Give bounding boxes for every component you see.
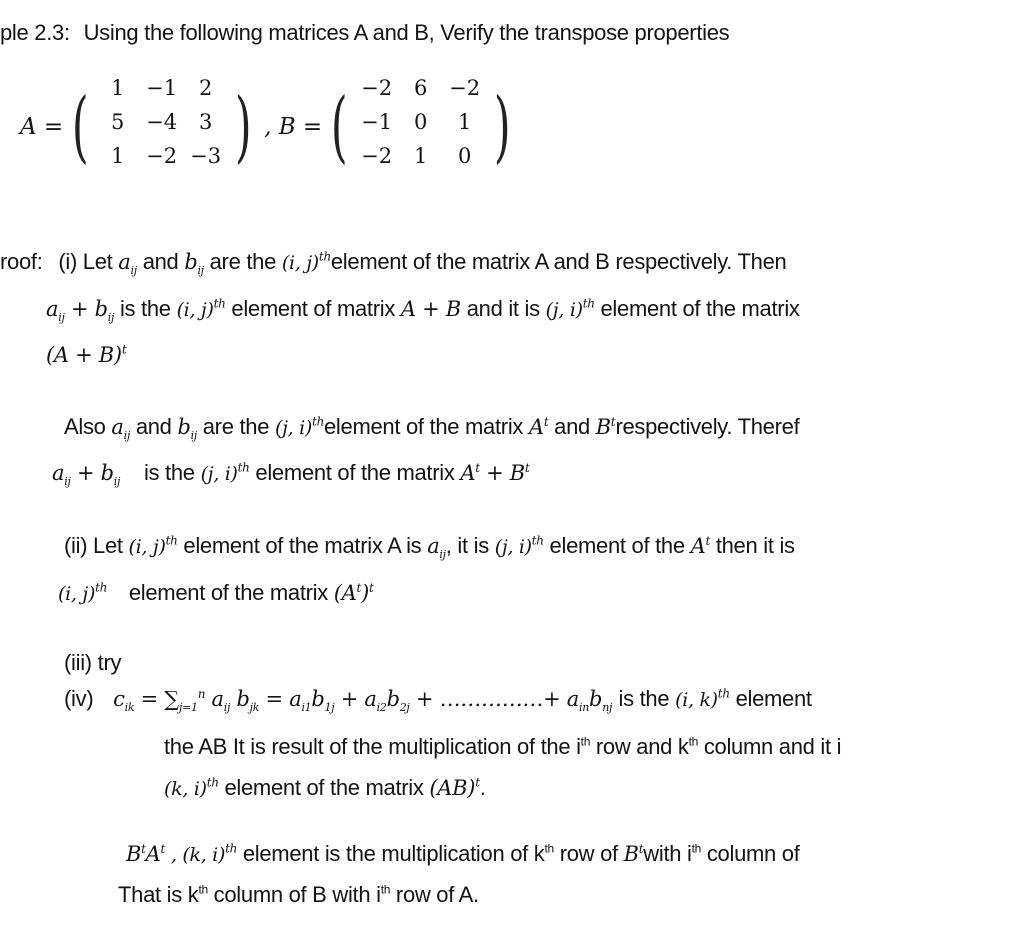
matrix-b-cell: 0 — [413, 110, 428, 134]
matrix-a-cell: −3 — [190, 144, 222, 168]
item-iv-line-3 — [164, 775, 486, 801]
proof-label: roof: — [0, 249, 43, 274]
final-line-2 — [118, 882, 479, 908]
left-paren-a: ( — [72, 82, 89, 172]
text-run: and — [135, 414, 172, 439]
math-expression: (AB) — [429, 776, 476, 800]
matrix-b-cell: −1 — [361, 110, 393, 134]
math-expression: A + B — [400, 297, 461, 321]
item-iv-line-2 — [164, 734, 841, 760]
math-b-ij: $b_{ij}$ — [177, 415, 197, 443]
math-symbol: + ……………+ — [415, 687, 561, 711]
math-symbol: + B — [486, 461, 525, 485]
math-bt-at: $B^tA^t$ — [126, 842, 166, 866]
text-run: row and k — [595, 734, 689, 759]
math-symbol: (A — [333, 581, 357, 605]
matrix-a-cell: 5 — [110, 110, 125, 134]
superscript: t — [121, 342, 127, 357]
math-sum: $a_{ij} + b_{ij}$ — [46, 297, 115, 325]
math-symbol: a — [46, 297, 59, 321]
math-expression: (A + B) — [46, 343, 122, 367]
text-run: (ii) Let — [64, 533, 123, 558]
superscript: th — [213, 296, 226, 311]
superscript: th — [95, 580, 108, 595]
text-run: (iii) try — [64, 650, 122, 675]
text-run: . — [479, 775, 486, 800]
text-run: element of the — [549, 533, 685, 558]
matrix-a-name: A = — [20, 114, 64, 140]
superscript: th — [688, 734, 699, 749]
math-symbol: a — [289, 687, 302, 711]
math-expression: $A^t + B^t$ — [460, 461, 530, 485]
text-run: (i) Let — [58, 249, 113, 274]
right-paren-a: ) — [234, 82, 252, 172]
text-run: element of the matrix A and B respectively. Then — [330, 249, 787, 274]
also-line-2 — [52, 460, 530, 489]
superscript: th — [318, 249, 331, 264]
matrix-a-cell: 2 — [198, 76, 213, 100]
superscript: th — [380, 882, 391, 897]
example-label: ple 2.3: — [0, 20, 70, 45]
matrix-b-cell: −2 — [361, 76, 393, 100]
text-run: is the — [119, 296, 171, 321]
matrix-b-cell: 6 — [413, 76, 428, 100]
math-symbol: b — [177, 415, 191, 439]
text-run: are the — [209, 249, 277, 274]
math-symbol: ) — [361, 581, 369, 605]
text-run: element — [735, 686, 812, 711]
item-ii-line-1 — [64, 533, 795, 562]
final-line-1 — [126, 841, 800, 867]
text-run: column of — [706, 841, 800, 866]
item-iii — [64, 650, 121, 676]
math-symbol: b — [184, 250, 198, 274]
text-run: element of the matrix A is — [183, 533, 422, 558]
matrix-b-cell: 1 — [457, 110, 472, 134]
superscript: th — [206, 775, 219, 790]
right-paren-b: ) — [493, 82, 511, 172]
matrix-a-cell: 3 — [198, 110, 213, 134]
superscript: th — [531, 533, 544, 548]
text-run: row of — [559, 841, 618, 866]
math-symbol: a — [211, 687, 224, 711]
proof-line-3 — [46, 342, 126, 368]
matrix-a-cell: 1 — [110, 144, 125, 168]
text-run: and — [142, 249, 179, 274]
item-ii-line-2 — [58, 580, 374, 606]
example-statement: Using the following matrices A and B, Verify the transpose properties — [83, 20, 730, 45]
matrix-b-cell: 0 — [457, 144, 472, 168]
text-run: That is k — [118, 882, 199, 907]
math-symbol: = ∑ — [140, 687, 179, 711]
math-symbol: a — [118, 250, 131, 274]
math-index: (j, i) — [494, 536, 532, 558]
math-b-transpose: $B^t$ — [595, 415, 616, 439]
math-symbol: A — [528, 415, 544, 439]
math-expression: $(A^t)^t$ — [333, 581, 374, 605]
math-index: (k, i) — [164, 778, 207, 800]
math-b-ij: $b_{ij}$ — [184, 250, 204, 278]
text-run: with i — [643, 841, 692, 866]
text-run: is the — [143, 460, 195, 485]
math-formula: $c_{ik} = \sum_{j=1}^n$ $a_{ij}$ $b_{jk} = a_{i1}b_{1j} + a_{i2}b_{2j}$ + ……………+ $a_{in}b_{nj}$ — [113, 687, 613, 715]
matrix-a-cell: 1 — [110, 76, 125, 100]
math-symbol: A — [690, 534, 706, 558]
math-symbol: A — [145, 842, 161, 866]
matrix-b — [355, 76, 487, 178]
text-run: and it is — [466, 296, 540, 321]
text-run: element of matrix — [231, 296, 396, 321]
math-a-ij: $a_{ij}$ — [427, 534, 446, 562]
text-run: , it is — [445, 533, 489, 558]
math-index: (i, j) — [176, 299, 214, 321]
text-run: (iv) — [64, 686, 94, 711]
math-index: (i, j) — [128, 536, 166, 558]
math-symbol: + b — [70, 297, 108, 321]
text-run: respectively. Theref — [615, 414, 800, 439]
text-run: element of the matrix — [224, 775, 424, 800]
text-run: are the — [202, 414, 270, 439]
math-a-ij: $a_{ij}$ — [118, 250, 137, 278]
superscript: th — [717, 686, 730, 701]
superscript: th — [312, 414, 324, 429]
math-a-transpose: $A^t$ — [528, 415, 549, 439]
text-run: and — [554, 414, 590, 439]
math-symbol: = — [265, 687, 283, 711]
text-run: is the — [618, 686, 670, 711]
superscript: th — [225, 841, 238, 856]
matrix-b-name: , B = — [264, 114, 323, 140]
text-run: element of the matrix — [128, 580, 328, 605]
math-symbol: + b — [76, 461, 114, 485]
example-heading — [0, 20, 729, 46]
math-index: (j, i) — [545, 299, 583, 321]
text-run: element of the matrix — [255, 460, 455, 485]
math-symbol: a — [52, 461, 65, 485]
math-symbol: B — [126, 842, 142, 866]
text-run: element of the matrix — [600, 296, 800, 321]
math-index: , (k, i) — [170, 844, 226, 866]
superscript: th — [165, 533, 178, 548]
proof-line-1 — [0, 249, 787, 278]
superscript: th — [237, 460, 250, 475]
math-symbol: a — [427, 534, 440, 558]
math-symbol: B — [595, 415, 611, 439]
math-symbol: a — [566, 687, 580, 711]
math-symbol: b — [236, 687, 250, 711]
superscript: th — [198, 882, 208, 897]
matrix-b-cell: −2 — [449, 76, 481, 100]
also-line-1 — [64, 414, 800, 443]
proof-line-2 — [46, 296, 800, 325]
superscript: th — [544, 841, 554, 856]
math-symbol: A — [460, 461, 476, 485]
text-run: element of the matrix — [324, 414, 524, 439]
math-index: (j, i) — [200, 463, 238, 485]
math-a-ij: $a_{ij}$ — [111, 415, 130, 443]
math-index: (i, j) — [58, 583, 96, 605]
math-symbol: c — [113, 687, 125, 711]
matrices-row — [20, 72, 517, 182]
superscript: th — [580, 734, 591, 749]
math-index: (j, i) — [274, 417, 313, 439]
text-run: element is the multiplication of k — [242, 841, 545, 866]
math-symbol: B — [623, 842, 639, 866]
left-paren-b: ( — [331, 82, 348, 172]
text-run: the AB It is result of the multiplication of the i — [164, 734, 581, 759]
math-index: (i, j) — [281, 252, 319, 274]
text-run: column of B with i — [213, 882, 381, 907]
math-sum: $a_{ij} + b_{ij}$ — [52, 461, 121, 489]
matrix-a-cell: −2 — [146, 144, 178, 168]
matrix-a — [96, 76, 228, 178]
superscript: t — [475, 775, 480, 790]
text-run: then it is — [715, 533, 795, 558]
math-symbol: a — [111, 415, 124, 439]
text-run: Also — [64, 414, 106, 439]
text-run: row of A. — [395, 882, 479, 907]
text-run: column and it i — [703, 734, 842, 759]
superscript: th — [691, 841, 702, 856]
matrix-b-cell: 1 — [413, 144, 428, 168]
math-index: (i, k) — [675, 689, 718, 711]
matrix-b-cell: −2 — [361, 144, 393, 168]
matrix-a-cell: −4 — [146, 110, 178, 134]
math-b-transpose: $B^t$ — [623, 842, 644, 866]
item-iv-line-1 — [64, 686, 812, 715]
math-a-transpose: $A^t$ — [690, 534, 710, 558]
matrix-a-cell: −1 — [146, 76, 178, 100]
superscript: th — [582, 296, 595, 311]
